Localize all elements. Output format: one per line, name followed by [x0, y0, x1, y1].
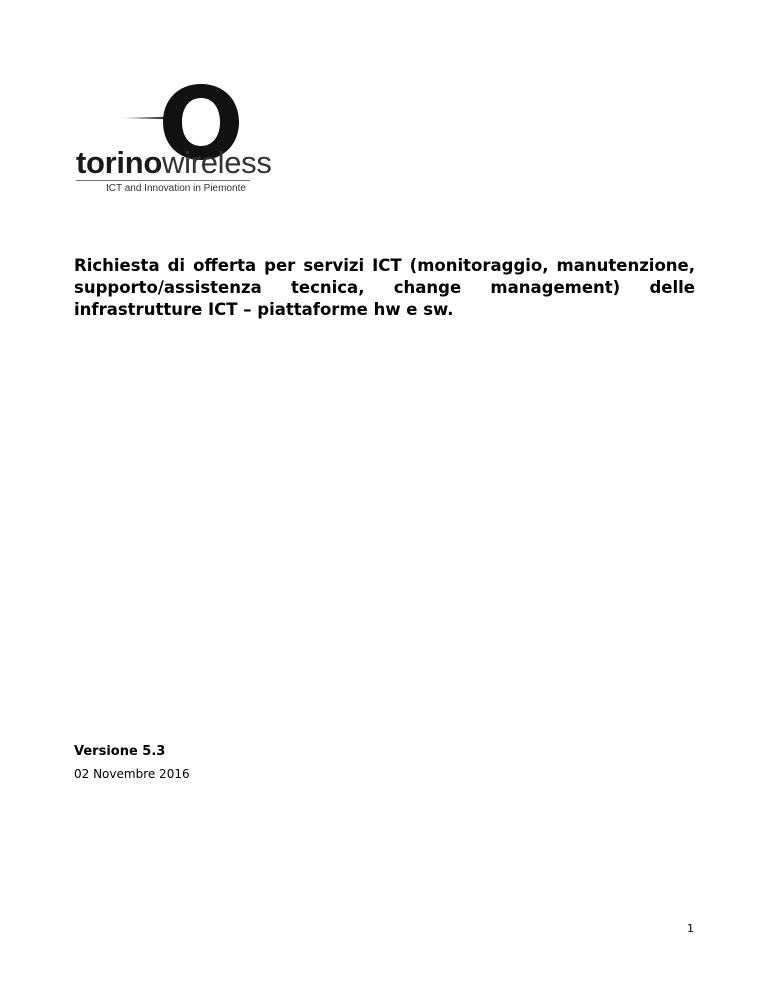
document-title	[74, 255, 695, 321]
logo-wordmark	[76, 146, 272, 180]
logo-divider	[76, 180, 250, 181]
logo-brand-bold: torino	[76, 145, 163, 180]
logo-tagline: ICT and Innovation in Piemonte	[106, 183, 246, 194]
title-line-3: infrastrutture ICT – piattaforme hw e sw.	[74, 300, 454, 319]
title-line-1: Richiesta di offerta per servizi ICT (monitoraggio, manutenzione,	[74, 256, 695, 275]
logo-brand-light: wireless	[162, 145, 272, 180]
torino-wireless-logo	[74, 82, 272, 202]
version-label: Versione 5.3	[74, 744, 166, 759]
document-date: 02 Novembre 2016	[74, 767, 190, 781]
title-line-2: supporto/assistenza tecnica, change management) delle	[74, 278, 695, 297]
page-number: 1	[687, 922, 694, 935]
